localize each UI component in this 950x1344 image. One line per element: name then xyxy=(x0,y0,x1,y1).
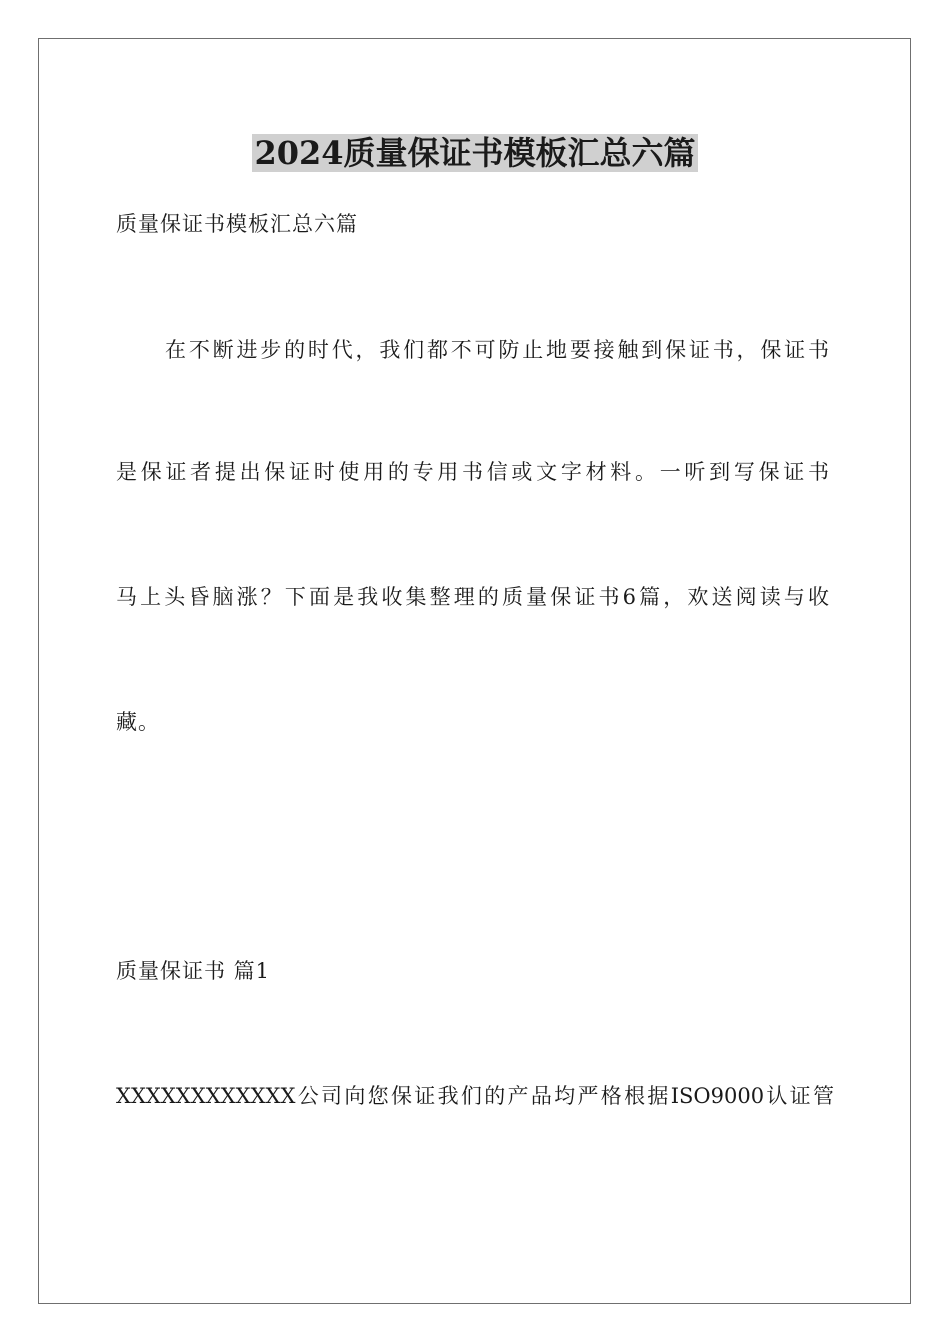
intro-line-3: 马上头昏脑涨？下面是我收集整理的质量保证书6篇，欢送阅读与收 xyxy=(116,585,830,609)
document-subtitle: 质量保证书模板汇总六篇 xyxy=(116,212,358,236)
document-title xyxy=(0,128,950,174)
intro-line-4: 藏。 xyxy=(116,710,160,734)
document-title-text: 2024质量保证书模板汇总六篇 xyxy=(254,134,696,172)
section-heading: 质量保证书 篇1 xyxy=(116,959,271,983)
intro-line-1: 在不断进步的时代，我们都不可防止地要接触到保证书，保证书 xyxy=(165,338,830,362)
section-line-1: XXXXXXXXXXXX公司向您保证我们的产品均严格根据ISO9000认证管 xyxy=(116,1084,834,1108)
intro-line-2: 是保证者提出保证时使用的专用书信或文字材料。一听到写保证书 xyxy=(116,460,830,484)
